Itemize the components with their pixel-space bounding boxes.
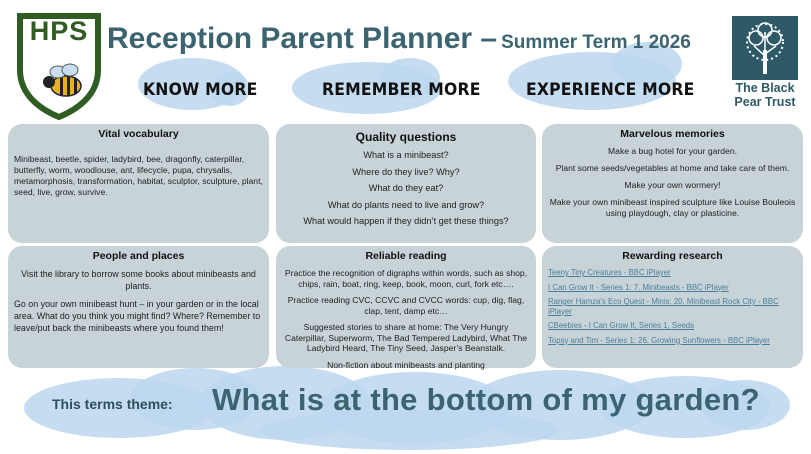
research-link[interactable]: I Can Grow It - Series 1: 7. Minibeasts - BBC iPlayer xyxy=(548,282,729,292)
panel-heading: Marvelous memories xyxy=(620,128,725,140)
research-link[interactable]: CBeebies - I Can Grow It, Series 1, Seeds xyxy=(548,321,695,330)
research-link[interactable]: Topsy and Tim - Series 1: 26. Growing Sunflowers - BBC iPlayer xyxy=(548,335,770,345)
memory-item: Plant some seeds/vegetables at home and take care of them. xyxy=(555,163,790,173)
column-heading-remember: REMEMBER MORE xyxy=(322,80,481,100)
reading-item: Practice reading CVC, CCVC and CVCC words: cup, dig, flag, clap, tent, damp etc… xyxy=(287,295,525,316)
people-item: Visit the library to borrow some books about minibeasts and plants. xyxy=(21,269,256,291)
question-item: What do plants need to live and grow? xyxy=(327,199,485,210)
trust-name-line1: The Black xyxy=(735,81,795,95)
reading-item: Practice the recognition of digraphs within words, such as shop, chips, rain, boat, ring, keep, book, moon, curl, fork etc…. xyxy=(284,268,528,289)
question-item: What do they eat? xyxy=(368,183,444,193)
research-link[interactable]: Ranger Hamza's Eco Quest - Minis: 20. Minibeast Rock City - BBC iPlayer xyxy=(548,297,779,316)
title-main: Reception Parent Planner – xyxy=(107,22,498,55)
panel-heading: Rewarding research xyxy=(622,250,723,262)
page-title xyxy=(107,22,691,56)
memory-item: Make your own wormery! xyxy=(624,180,721,190)
tree-icon xyxy=(732,16,798,80)
question-item: What is a minibeast? xyxy=(363,150,449,160)
research-panel xyxy=(542,246,803,368)
school-initials: HPS xyxy=(29,16,89,46)
people-item: Go on your own minibeast hunt – in your garden or in the local area. What do you think you might find? Where? Remember to leave/put back the minibeasts where you found them! xyxy=(14,299,261,333)
question-item: Where do they live? Why? xyxy=(352,166,460,177)
reading-item: Suggested stories to share at home: The Very Hungry Caterpillar, Superworm, The Bad Tempered Ladybird, What The Ladybird Heard, The Tiny Seed, Jasper’s Beanstalk. xyxy=(284,322,528,353)
memory-item: Make a bug hotel for your garden. xyxy=(608,146,737,156)
vocabulary-text: Minibeast, beetle, spider, ladybird, bee, dragonfly, caterpillar, butterfly, worm, woodlouse, ant, lifecycle, pupa, chrysalis, metamorphosis, transformation, habitat, sculptor, sculpture, plant, seed, live, grow, survive. xyxy=(14,154,263,197)
panel-heading: Quality questions xyxy=(355,130,457,144)
reading-panel xyxy=(276,246,536,368)
theme-title: What is at the bottom of my garden? xyxy=(212,382,760,417)
panel-heading: Reliable reading xyxy=(365,250,447,262)
quality-questions-panel xyxy=(276,124,536,243)
memories-panel xyxy=(542,124,803,243)
title-term: Summer Term 1 2026 xyxy=(501,32,691,53)
memory-item: Make your own minibeast inspired sculpture like Louise Bouleois using playdough, clay or plasticine. xyxy=(549,197,796,218)
trust-name-line2: Pear Trust xyxy=(734,95,796,109)
trust-name xyxy=(722,81,808,109)
column-heading-experience: EXPERIENCE MORE xyxy=(526,80,695,100)
people-places-panel xyxy=(8,246,269,368)
research-link[interactable]: Teeny Tiny Creatures - BBC iPlayer xyxy=(548,268,671,277)
theme-label: This terms theme: xyxy=(52,396,173,412)
trust-logo xyxy=(732,16,798,80)
column-heading-know: KNOW MORE xyxy=(143,80,258,100)
reading-item: Non-fiction about minibeasts and planting xyxy=(327,359,485,370)
vocabulary-panel xyxy=(8,124,269,243)
panel-heading: Vital vocabulary xyxy=(98,128,179,140)
question-item: What would happen if they didn’t get these things? xyxy=(303,216,509,226)
panel-heading: People and places xyxy=(92,250,185,262)
